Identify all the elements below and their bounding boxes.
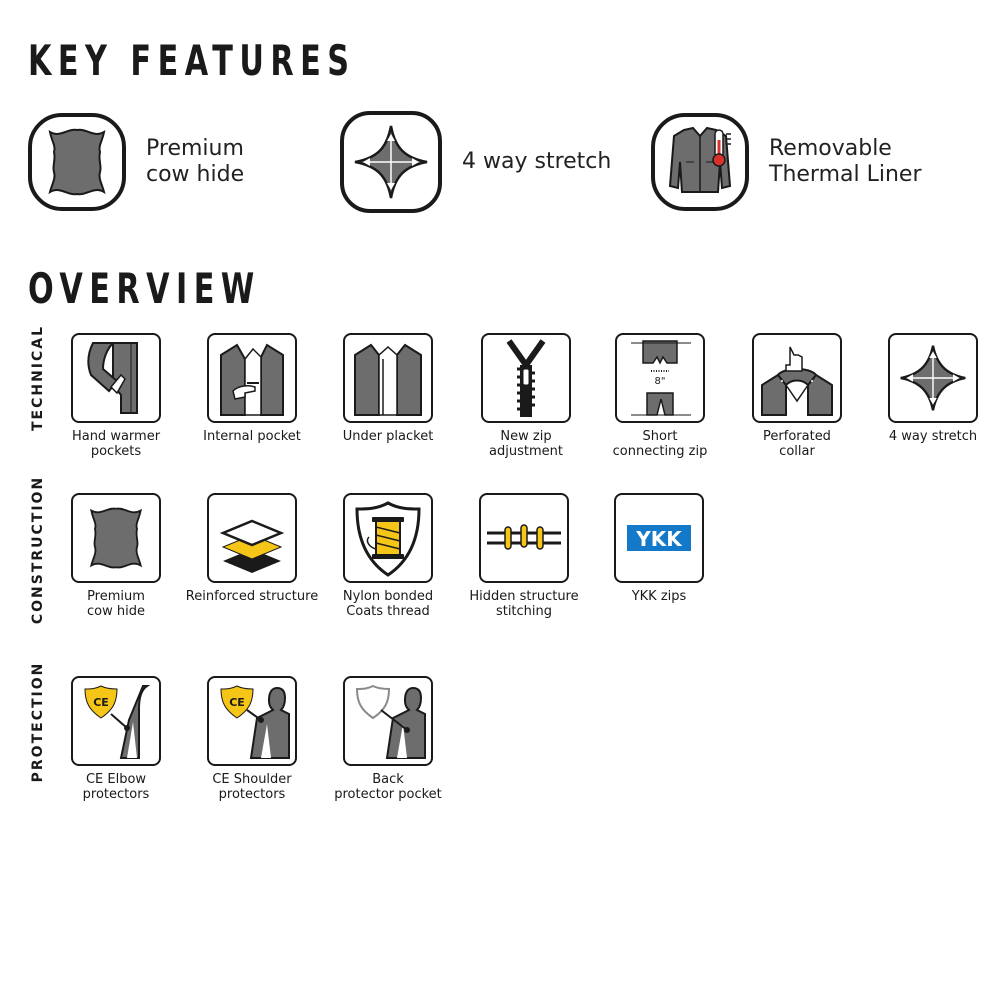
tile-label: Back protector pocket <box>334 772 442 802</box>
tile-label: Hidden structure stitching <box>469 589 579 619</box>
feature-4-way-stretch <box>340 110 611 214</box>
tile-label: CE Shoulder protectors <box>212 772 292 802</box>
ykk-logo-text: YKK <box>636 527 682 551</box>
zip-length-text: 8" <box>654 376 666 387</box>
tile-nylon-bonded-coats-thread <box>320 493 456 619</box>
section-label-construction: CONSTRUCTION <box>30 475 46 625</box>
tile-label: Reinforced structure <box>185 589 319 604</box>
four-way-stretch-icon <box>888 333 978 423</box>
ykk-logo-icon <box>614 493 704 583</box>
tile-label: CE Elbow protectors <box>82 772 150 802</box>
ce-shoulder-protector-icon <box>207 676 297 766</box>
tile-perforated-collar <box>729 333 865 459</box>
leather-hide-icon <box>28 113 126 211</box>
under-placket-icon <box>343 333 433 423</box>
tile-ce-shoulder-protectors <box>184 676 320 802</box>
tile-new-zip-adjustment <box>458 333 594 459</box>
hand-warmer-pocket-icon <box>71 333 161 423</box>
internal-pocket-icon <box>207 333 297 423</box>
tile-back-protector-pocket <box>320 676 456 802</box>
overview-title: OVERVIEW <box>28 264 261 313</box>
section-label-protection: PROTECTION <box>30 661 46 783</box>
tile-label: New zip adjustment <box>489 429 563 459</box>
tile-premium-cow-hide <box>48 493 184 619</box>
tile-short-connecting-zip <box>592 333 728 459</box>
tile-hand-warmer-pockets <box>48 333 184 459</box>
tile-label: Internal pocket <box>203 429 301 444</box>
tile-reinforced-structure <box>184 493 320 604</box>
tile-label: 4 way stretch <box>888 429 978 444</box>
thread-spool-shield-icon <box>343 493 433 583</box>
tile-4-way-stretch <box>865 333 1000 444</box>
leather-hide-icon <box>71 493 161 583</box>
back-protector-pocket-icon <box>343 676 433 766</box>
ce-badge-text: CE <box>93 696 109 709</box>
tile-ykk-zips <box>591 493 727 604</box>
tile-label: Short connecting zip <box>612 429 708 459</box>
tile-label: Under placket <box>342 429 434 444</box>
tile-under-placket <box>320 333 456 444</box>
ce-badge-text: CE <box>229 696 245 709</box>
tile-label: Premium cow hide <box>87 589 145 619</box>
tile-label: Hand warmer pockets <box>71 429 161 459</box>
reinforced-layers-icon <box>207 493 297 583</box>
feature-label: Premium cow hide <box>146 136 245 187</box>
tile-label: Perforated collar <box>763 429 831 459</box>
feature-label: Removable Thermal Liner <box>769 136 922 187</box>
ce-elbow-protector-icon <box>71 676 161 766</box>
section-label-technical: TECHNICAL <box>30 324 46 432</box>
feature-premium-cow-hide <box>28 110 244 214</box>
perforated-collar-icon <box>752 333 842 423</box>
tile-hidden-structure-stitching <box>456 493 592 619</box>
hidden-stitching-icon <box>479 493 569 583</box>
tile-internal-pocket <box>184 333 320 444</box>
zip-icon <box>481 333 571 423</box>
connecting-zip-icon <box>615 333 705 423</box>
tile-label: YKK zips <box>631 589 687 604</box>
tile-ce-elbow-protectors <box>48 676 184 802</box>
key-features-title: KEY FEATURES <box>28 36 356 85</box>
thermal-liner-jacket-icon <box>651 113 749 211</box>
feature-label: 4 way stretch <box>462 149 612 174</box>
feature-removable-thermal-liner <box>651 110 922 214</box>
tile-label: Nylon bonded Coats thread <box>342 589 434 619</box>
four-way-stretch-icon <box>340 111 442 213</box>
